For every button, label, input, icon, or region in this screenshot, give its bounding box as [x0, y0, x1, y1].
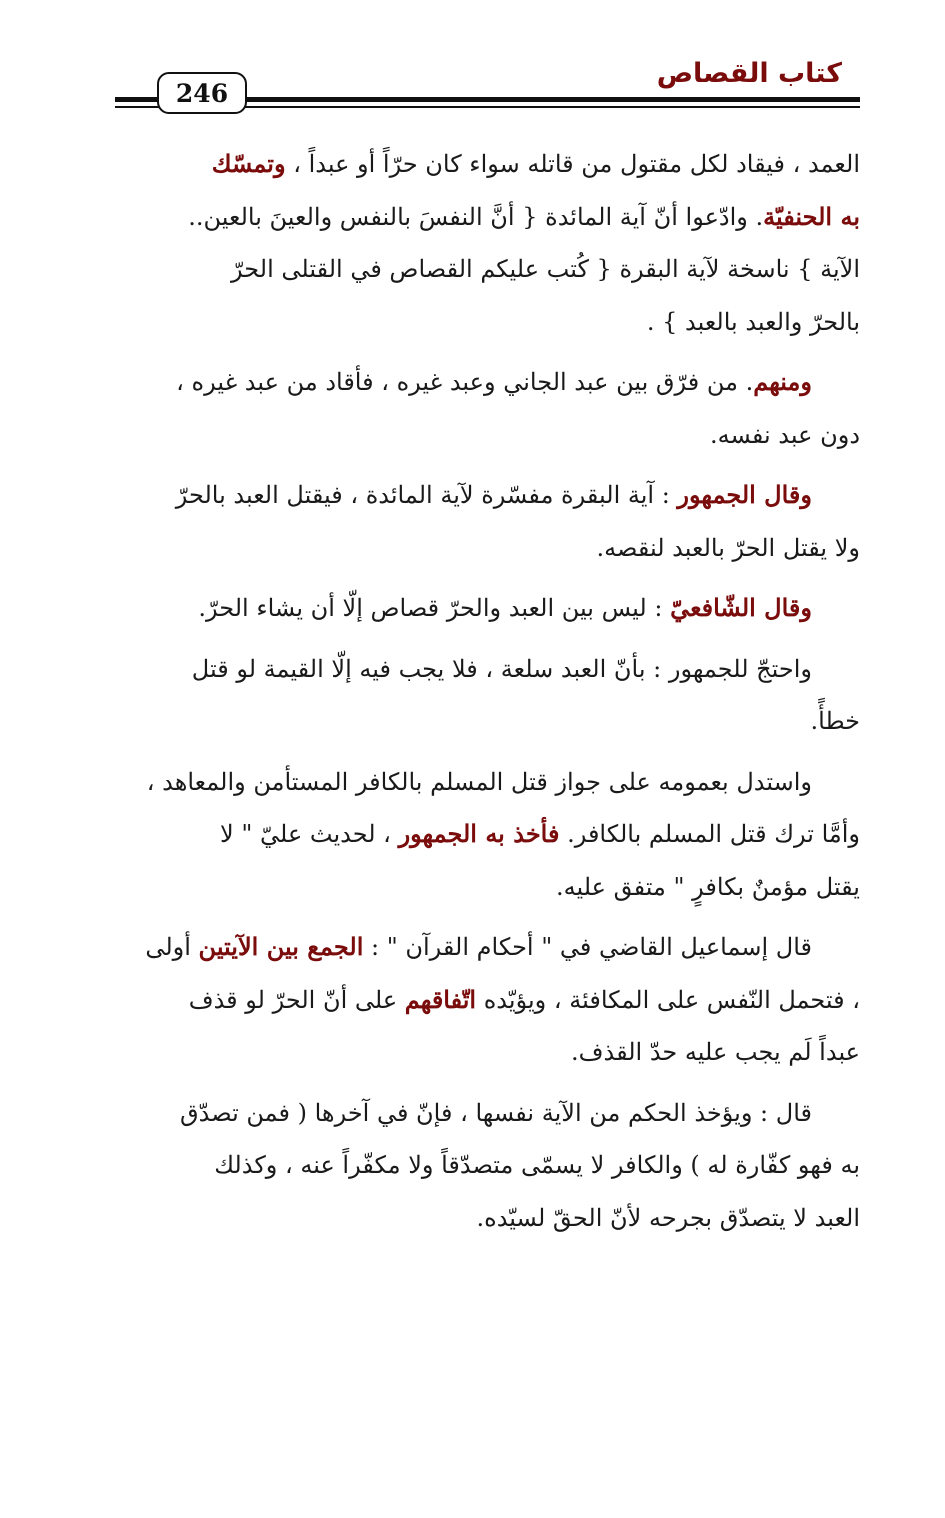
text-line — [117, 191, 860, 244]
highlighted-term: وقال الجمهور — [677, 480, 812, 509]
paragraph-gap — [117, 348, 860, 356]
highlighted-term: ومنهم — [753, 367, 812, 396]
text-segment: ، فتحمل النّفس على المكافئة ، ويؤيّده — [476, 985, 860, 1014]
text-segment: واحتجّ للجمهور : بأنّ العبد سلعة ، فلا يجب فيه إلّا القيمة لو قتل — [191, 654, 812, 683]
text-line — [117, 695, 860, 748]
text-segment: العبد لا يتصدّق بجرحه لأنّ الحقّ لسيّده. — [476, 1203, 860, 1232]
paragraph-gap — [117, 1079, 860, 1087]
paragraph-gap — [117, 913, 860, 921]
paragraph — [117, 356, 860, 461]
text-segment: العمد ، فيقاد لكل مقتول من قاتله سواء كان حرّاً أو عبداً ، — [285, 150, 860, 178]
paragraph — [117, 1087, 860, 1245]
highlighted-term: اتّفاقهم — [404, 984, 477, 1014]
paragraph — [117, 138, 860, 348]
text-line — [117, 138, 860, 191]
text-line — [117, 582, 860, 635]
text-line — [117, 861, 860, 914]
text-line — [117, 522, 860, 575]
paragraph — [117, 582, 860, 635]
highlighted-term: به الحنفيّة — [763, 201, 860, 231]
paragraph-gap — [117, 748, 860, 756]
highlighted-term: وتمسّك — [211, 149, 286, 178]
text-segment: ، لحديث عليّ " لا — [220, 820, 399, 848]
text-line — [117, 643, 860, 696]
book-title: كتاب القصاص — [656, 58, 842, 89]
paragraph — [117, 643, 860, 748]
text-segment: أولى — [145, 933, 199, 961]
text-line — [117, 1192, 860, 1245]
text-segment: وأمَّا ترك قتل المسلم بالكافر. — [559, 820, 860, 848]
page-number-box — [157, 72, 247, 114]
text-line — [117, 409, 860, 462]
highlighted-term: الجمع بين الآيتين — [198, 932, 364, 961]
text-segment: عبداً لَم يجب عليه حدّ القذف. — [570, 1038, 860, 1066]
highlighted-term: وقال الشّافعيّ — [670, 593, 812, 622]
text-line — [117, 974, 860, 1027]
paragraph — [117, 921, 860, 1079]
text-segment: دون عبد نفسه. — [709, 420, 860, 449]
text-segment: به فهو كفّارة له ) والكافر لا يسمّى متصدّقاً ولا مكفّراً عنه ، وكذلك — [214, 1151, 860, 1179]
text-segment: يقتل مؤمنٌ بكافرٍ " متفق عليه. — [555, 872, 860, 901]
text-segment: ولا يقتل الحرّ بالعبد لنقصه. — [596, 533, 860, 562]
text-segment: . وادّعوا أنّ آية المائدة { أنَّ النفسَ بالنفس والعينَ بالعين.. — [188, 202, 764, 231]
text-segment: قال : ويؤخذ الحكم من الآية نفسها ، فإنّ في آخرها ( فمن تصدّق — [180, 1098, 812, 1127]
text-line — [117, 1087, 860, 1140]
paragraph-gap — [117, 461, 860, 469]
text-segment: الآية } ناسخة لآية البقرة { كُتب عليكم القصاص في القتلى الحرّ — [231, 255, 860, 283]
text-line — [117, 1026, 860, 1079]
paragraph — [117, 469, 860, 574]
text-line — [117, 356, 860, 409]
text-segment: واستدل بعمومه على جواز قتل المسلم بالكافر المستأمن والمعاهد ، — [146, 767, 812, 796]
text-segment: على أنّ الحرّ لو قذف — [188, 985, 405, 1014]
page-number: 246 — [175, 78, 229, 108]
text-segment: قال إسماعيل القاضي في " أحكام القرآن " : — [363, 933, 812, 961]
text-line — [117, 243, 860, 296]
text-line — [117, 921, 860, 974]
text-line — [117, 469, 860, 522]
text-segment: : آية البقرة مفسّرة لآية المائدة ، فيقتل العبد بالحرّ — [175, 481, 678, 509]
text-line — [117, 296, 860, 349]
page-body — [117, 138, 860, 1244]
text-segment: : ليس بين العبد والحرّ قصاص إلّا أن يشاء الحرّ. — [198, 594, 671, 622]
text-segment: . من فرّق بين عبد الجاني وعبد غيره ، فأقاد من عبد غيره ، — [176, 368, 754, 396]
text-segment: بالحرّ والعبد بالعبد } . — [646, 307, 860, 336]
highlighted-term: فأخذ به الجمهور — [398, 819, 560, 848]
paragraph-gap — [117, 635, 860, 643]
text-line — [117, 756, 860, 809]
paragraph-gap — [117, 574, 860, 582]
text-line — [117, 1139, 860, 1192]
text-line — [117, 808, 860, 861]
page-header — [115, 52, 860, 114]
text-segment: خطأً. — [810, 707, 860, 735]
paragraph — [117, 756, 860, 914]
